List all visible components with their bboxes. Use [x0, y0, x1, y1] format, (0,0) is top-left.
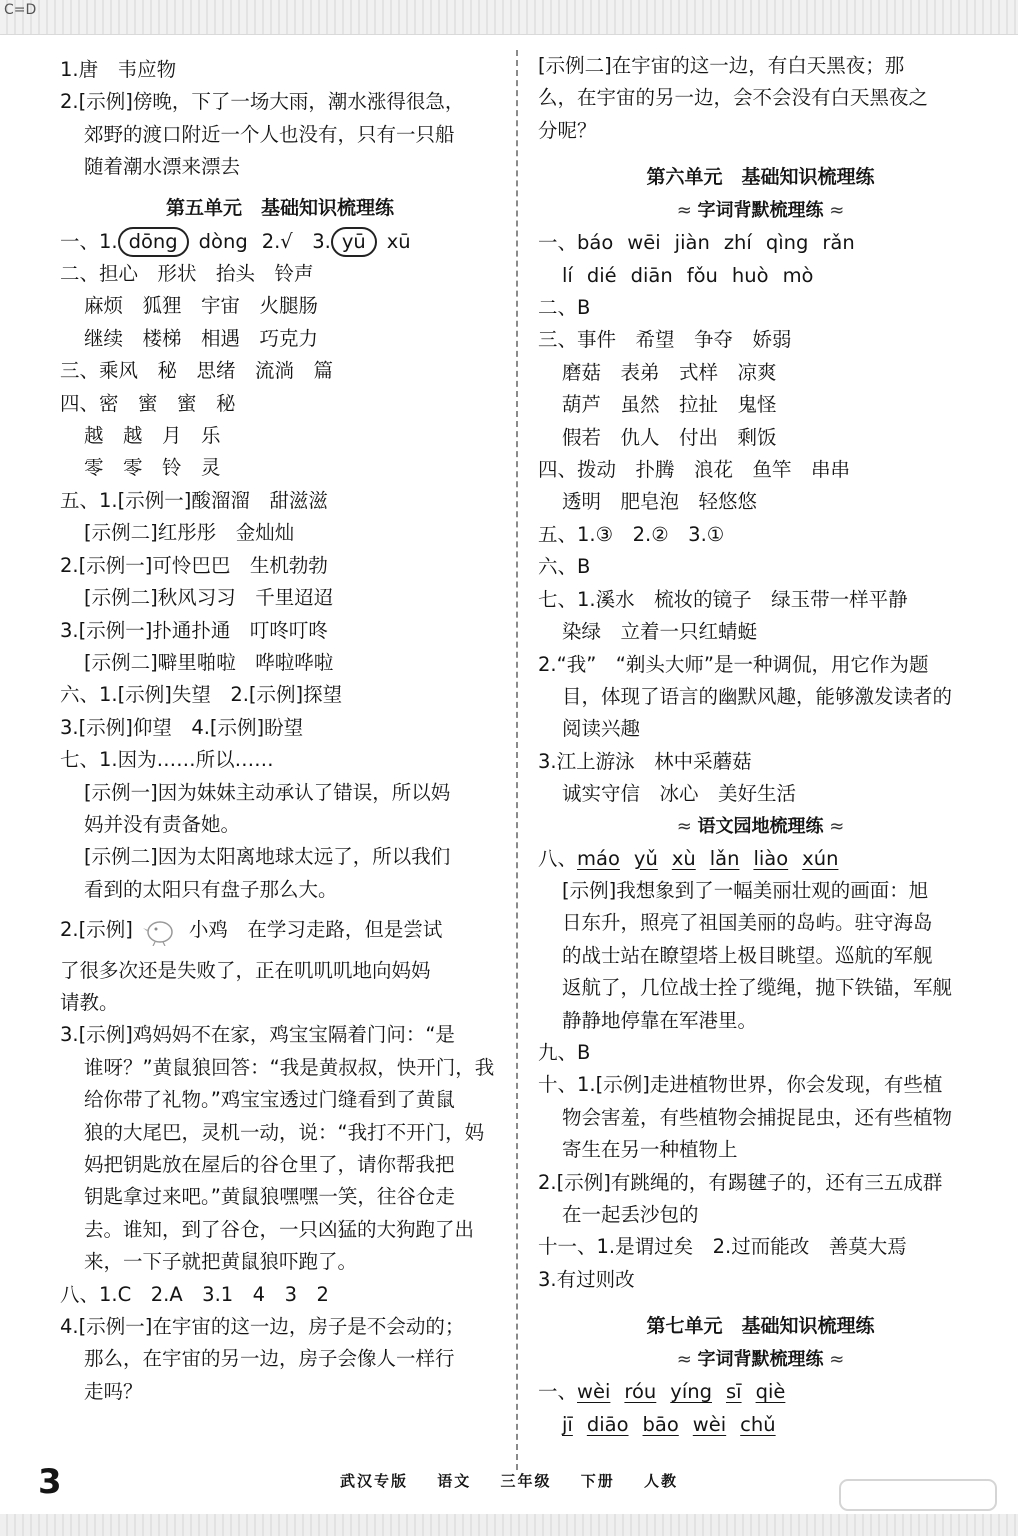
answer-line: 给你带了礼物。”鸡宝宝透过门缝看到了黄鼠 — [84, 1088, 455, 1112]
answer-line: 葫芦 虽然 拉扯 鬼怪 — [562, 393, 777, 417]
wave-icon: ≈ — [823, 1349, 845, 1371]
answer-line: 的战士站在瞭望塔上极目眺望。巡航的军舰 — [562, 943, 933, 967]
answer-line: 1.唐 韦应物 — [60, 58, 177, 81]
pinyin-row — [538, 843, 983, 875]
sub-heading-text: 语文园地梳理练 — [697, 815, 824, 837]
answer-line: [示例二]红彤彤 金灿灿 — [84, 521, 295, 545]
wave-icon: ≈ — [823, 815, 845, 837]
item-prefix: 八、 — [538, 846, 578, 870]
answer-line: 来，一下子就把黄鼠狼吓跑了。 — [84, 1250, 358, 1274]
pinyin: bāo — [642, 1412, 679, 1436]
pinyin-row — [538, 227, 983, 259]
answer-line: 目，体现了语言的幽默风趣，能够激发读者的 — [562, 684, 953, 708]
pinyin: róu — [624, 1380, 657, 1404]
answer-line: 八、1.C 2.A 3.1 4 3 2 — [60, 1282, 329, 1306]
pinyin-row — [538, 260, 983, 292]
answer-line: 谁呀？”黄鼠狼回答：“我是黄叔叔，快开门，我 — [84, 1055, 495, 1079]
answer-line: 五、1.[示例一]酸溜溜 甜滋滋 — [60, 488, 328, 512]
pinyin: zhí — [723, 231, 752, 255]
answer-line-with-image — [60, 914, 500, 946]
answer-line: 九、B — [538, 1040, 591, 1064]
pinyin-row — [538, 1409, 983, 1441]
pinyin: xù — [671, 846, 696, 870]
answer-line: [示例一]因为妹妹主动承认了错误，所以妈 — [84, 780, 451, 804]
item-text: 小鸡 在学习走路，但是尝试 — [188, 918, 443, 942]
unit-6-heading: 第六单元 基础知识梳理练 — [646, 166, 875, 189]
page-number: 3 — [38, 1462, 62, 1502]
pinyin: báo — [577, 231, 614, 255]
pinyin: huò — [731, 263, 769, 287]
answer-line: 寄生在另一种植物上 — [562, 1138, 738, 1162]
pinyin: liào — [753, 846, 789, 870]
answer-line: 零 零 铃 灵 — [84, 456, 221, 480]
answer-line: 日东升，照亮了祖国美丽的岛屿。驻守海岛 — [562, 911, 933, 935]
answer-line: 七、1.溪水 梳妆的镜子 绿玉带一样平静 — [538, 587, 908, 611]
pinyin: wēi — [627, 231, 661, 255]
answer-line: 四、密 蜜 蜜 秘 — [60, 391, 236, 415]
answer-line: 去。谁知，到了谷仓，一只凶猛的大狗跑了出 — [84, 1217, 475, 1241]
scan-top-border — [0, 0, 1018, 35]
answer-line: 二、B — [538, 296, 591, 320]
pinyin: sī — [725, 1380, 742, 1404]
answer-line: [示例二]在宇宙的这一边，有白天黑夜；那 — [538, 54, 905, 77]
footer-info — [340, 1470, 700, 1491]
sub-heading-yw — [538, 811, 983, 843]
answer-line: 4.[示例一]在宇宙的这一边，房子是不会动的； — [60, 1315, 465, 1339]
answer-line: 3.有过则改 — [538, 1267, 635, 1291]
answer-line: 五、1.③ 2.② 3.① — [538, 522, 725, 546]
column-divider — [516, 50, 518, 1470]
sub-heading-ci — [538, 1344, 983, 1376]
answer-line: 3.[示例一]扑通扑通 叮咚叮咚 — [60, 618, 328, 642]
answer-line: 妈把钥匙放在屋后的谷仓里了，请你帮我把 — [84, 1153, 455, 1176]
pinyin: rǎn — [822, 231, 855, 255]
answer-line: 麻烦 狐狸 宇宙 火腿肠 — [84, 294, 319, 318]
answer-line: 假若 仇人 付出 剩饭 — [562, 425, 777, 449]
answer-line: 静静地停靠在军港里。 — [562, 1008, 758, 1032]
wave-icon: ≈ — [676, 200, 698, 222]
pinyin-row — [538, 1376, 983, 1408]
answer-line: 2.[示例]傍晚，下了一场大雨，潮水涨得很急， — [60, 90, 465, 114]
answer-line: 十、1.[示例]走进植物世界，你会发现，有些植 — [538, 1073, 943, 1097]
answer-line: 四、拨动 扑腾 浪花 鱼竿 串串 — [538, 458, 851, 482]
left-column — [60, 54, 500, 1408]
answer-line: 三、乘风 秘 思绪 流淌 篇 — [60, 359, 334, 383]
pinyin: dié — [586, 263, 617, 287]
item-text: 2.√ 3. — [261, 229, 331, 253]
answer-line: 三、事件 希望 争夺 娇弱 — [538, 328, 792, 352]
pinyin: xún — [802, 846, 839, 870]
wave-icon: ≈ — [676, 1349, 698, 1371]
answer-line: 磨菇 表弟 式样 凉爽 — [562, 360, 777, 384]
footer-edition: 武汉专版 — [340, 1472, 409, 1490]
answer-line: 3.江上游泳 林中采蘑菇 — [538, 749, 752, 773]
pinyin: lí — [562, 263, 573, 287]
footer-publisher: 人教 — [644, 1472, 679, 1490]
answer-line: 染绿 立着一只红蜻蜓 — [562, 620, 758, 644]
footer-subject: 语文 — [437, 1472, 472, 1490]
answer-line: 2.“我” “剃头大师”是一种调侃，用它作为题 — [538, 652, 929, 676]
answer-line: 物会害羞，有些植物会捕捉昆虫，还有些植物 — [562, 1105, 953, 1129]
answer-line: 么，在宇宙的另一边，会不会没有白天黑夜之 — [538, 86, 929, 110]
pinyin: xū — [386, 229, 411, 253]
sub-heading-ci — [538, 195, 983, 227]
answer-line: 2.[示例]有跳绳的，有踢毽子的，还有三五成群 — [538, 1170, 943, 1194]
pinyin: fǒu — [686, 263, 718, 287]
answer-line: [示例二]噼里啪啦 哗啦哗啦 — [84, 650, 334, 674]
answer-line: 狼的大尾巴，灵机一动，说：“我打不开门，妈 — [84, 1120, 485, 1144]
item-prefix: 一、1. — [60, 229, 118, 253]
wave-icon: ≈ — [823, 200, 845, 222]
pinyin: lǎn — [709, 846, 740, 870]
answer-line: 六、1.[示例]失望 2.[示例]探望 — [60, 683, 343, 707]
answer-line: 十一、1.是谓过矣 2.过而能改 善莫大焉 — [538, 1235, 907, 1259]
answer-line: 那么，在宇宙的另一边，房子会像人一样行 — [84, 1347, 455, 1371]
answer-line: 随着潮水漂来漂去 — [84, 155, 241, 179]
wave-icon: ≈ — [676, 815, 698, 837]
right-column — [538, 50, 983, 1441]
pinyin: mò — [782, 263, 814, 287]
answer-line: 在一起丢沙包的 — [562, 1203, 699, 1226]
corner-mark: C=D — [4, 2, 37, 18]
pinyin: wèi — [692, 1412, 727, 1436]
answer-line: 了很多次还是失败了，正在叽叽叽地向妈妈 — [60, 958, 431, 982]
sub-heading-text: 字词背默梳理练 — [697, 200, 824, 222]
chick-illustration — [139, 916, 181, 946]
pinyin: yíng — [670, 1380, 712, 1404]
pinyin: qiè — [755, 1380, 786, 1404]
answer-line: 六、B — [538, 555, 591, 579]
answer-line: 妈并没有责备她。 — [84, 812, 241, 836]
pinyin: chǔ — [740, 1412, 776, 1436]
answer-line: 走吗？ — [84, 1379, 143, 1403]
answer-line: 郊野的渡口附近一个人也没有，只有一只船 — [84, 122, 455, 146]
answer-line: 阅读兴趣 — [562, 717, 641, 741]
pinyin: wèi — [577, 1380, 611, 1404]
answer-line: 3.[示例]仰望 4.[示例]盼望 — [60, 715, 304, 739]
answer-line: 看到的太阳只有盘子那么大。 — [84, 877, 338, 901]
pinyin: diān — [630, 263, 673, 287]
answer-line: 继续 楼梯 相遇 巧克力 — [84, 326, 319, 350]
item-prefix: 2.[示例] — [60, 918, 133, 942]
sub-heading-text: 字词背默梳理练 — [697, 1349, 824, 1371]
answer-line: 3.[示例]鸡妈妈不在家，鸡宝宝隔着门问：“是 — [60, 1023, 455, 1047]
unit-5-heading: 第五单元 基础知识梳理练 — [165, 196, 394, 219]
answer-line: 诚实守信 冰心 美好生活 — [562, 782, 797, 806]
answer-line: [示例]我想象到了一幅美丽壮观的画面：旭 — [562, 878, 929, 902]
answer-line: 返航了，几位战士拴了缆绳，抛下铁锚，军舰 — [562, 976, 953, 1000]
answer-line: 越 越 月 乐 — [84, 424, 221, 448]
pinyin: jī — [562, 1412, 573, 1436]
answer-line: 钥匙拿过来吧。”黄鼠狼嘿嘿一笑，往谷仓走 — [84, 1185, 455, 1209]
pinyin: diāo — [586, 1412, 629, 1436]
footer-volume: 下册 — [580, 1472, 615, 1490]
pinyin: dòng — [198, 229, 248, 253]
answer-line: 2.[示例一]可怜巴巴 生机勃勃 — [60, 553, 328, 577]
pinyin: máo — [577, 846, 620, 870]
answer-line-pinyin — [60, 226, 500, 258]
item-prefix: 一、 — [538, 1380, 578, 1404]
unit-7-heading: 第七单元 基础知识梳理练 — [646, 1315, 875, 1338]
answer-line: 请教。 — [60, 990, 119, 1014]
answer-line: 透明 肥皂泡 轻悠悠 — [562, 490, 758, 514]
circled-pinyin: yū — [331, 227, 377, 257]
answer-line: [示例二]因为太阳离地球太远了，所以我们 — [84, 845, 451, 869]
scan-bottom-border — [0, 1514, 1018, 1536]
answer-line: 二、担心 形状 抬头 铃声 — [60, 262, 314, 286]
circled-pinyin: dōng — [118, 227, 189, 257]
footer-grade: 三年级 — [500, 1472, 552, 1490]
answer-line: [示例二]秋风习习 千里迢迢 — [84, 586, 334, 610]
answer-line: 分呢？ — [538, 118, 597, 142]
pinyin: yǔ — [633, 846, 658, 870]
pinyin: qìng — [765, 231, 809, 255]
item-prefix: 一、 — [538, 231, 578, 255]
pinyin: jiàn — [674, 231, 710, 255]
answer-line: 七、1.因为……所以…… — [60, 748, 274, 772]
